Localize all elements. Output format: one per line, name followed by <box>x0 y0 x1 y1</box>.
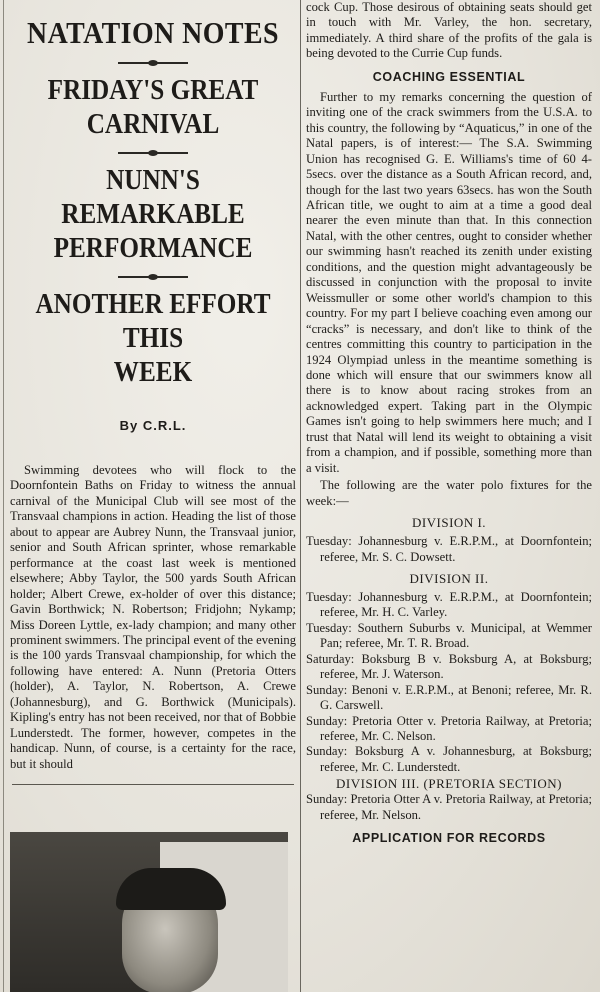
fixture-item: Tuesday: Johannesburg v. E.R.P.M., at Doornfontein; referee, Mr. H. C. Varley. <box>306 589 592 620</box>
division-2-heading: DIVISION II. <box>409 570 489 586</box>
fixture-item: Sunday: Pretoria Otter A v. Pretoria Railway, at Pretoria; referee, Mr. Nelson. <box>306 792 592 822</box>
coaching-paragraph: Further to my remarks concerning the question of inviting one of the crack swimmers from the U.S.A. to this country, the following by “Aquaticus,” in one of the Natal papers, is of interest:— The S.A. Swimming Union has recognised G. E. Williams's time of 60 4-5secs. over the distance as a South African record, and, though for the last two years 63secs. has won the South African title, we ought to aim at a time a good deal nearer the even minute than that. In this connection Natal, with the other centres, ought to consider whether our swimming hasn't reached its zenith under existing conditions, and the question might advantageously be discussed in conjunction with the proposal to invite Weissmuller or some other world's champion to this country. For my part I believe coaching even among our “cracks” is necessary, and don't like to think of the centres committing this country to participation in the 1924 Olympiad unless in the meantime something is done which will ensure that our swimmers know all there is to know about racing strokes from an acknowledged expert. Taking part in the Olympic Games isn't going to help swimmers here much; and I trust that Natal will lend its weight to obtaining a visit from a champion, and if possible, something more than a visit. <box>306 89 592 475</box>
headline-3-line-1: ANOTHER EFFORT THIS <box>35 289 271 354</box>
fixtures-intro: The following are the water polo fixtures for the week:— <box>306 478 592 508</box>
fixture-item: Sunday: Benoni v. E.R.P.M., at Benoni; referee, Mr. R. G. Carswell. <box>306 682 592 713</box>
intro-paragraph: cock Cup. Those desirous of obtaining seats should get in touch with Mr. Varley, the hon. secretary, immediately. A third share of the profits of the gala is being devoted to the Currie Cup funds. <box>306 0 592 61</box>
fixture-item: Tuesday: Southern Suburbs v. Municipal, at Wemmer Pan; referee, Mr. T. R. Broad. <box>306 620 592 651</box>
right-column <box>304 0 594 992</box>
fixture-item: Tuesday: Johannesburg v. E.R.P.M., at Doornfontein; referee, Mr. S. C. Dowsett. <box>306 534 592 564</box>
column-rule <box>300 0 301 992</box>
headline-divider-1 <box>118 152 188 154</box>
fixture-item: Sunday: Boksburg A v. Johannesburg, at Boksburg; referee, Mr. C. Lunderstedt. <box>306 744 592 774</box>
photo-hair <box>116 868 226 910</box>
headline-divider-2 <box>118 276 188 278</box>
column-separator <box>12 784 294 785</box>
coaching-heading: COACHING ESSENTIAL <box>372 69 526 84</box>
division-1-heading: DIVISION I. <box>411 515 487 531</box>
headline-1-line-2: CARNIVAL <box>86 109 220 140</box>
portrait-photo <box>10 832 288 992</box>
headline-3-line-2: WEEK <box>113 357 193 388</box>
byline: By C.R.L. <box>119 418 187 433</box>
column-title: NATATION NOTES <box>26 15 280 50</box>
article-paragraph: Swimming devotees who will flock to the Doornfontein Baths on Friday to witness the annual carnival of the Municipal Club will see most of the Transvaal champions in action. Heading the list of those about to appear are Aubrey Nunn, the Transvaal junior, senior and South African sprinter, whose remarkable performance at the coast last week is mentioned elsewhere; Abby Taylor, the 500 yards South African holder; Albert Crewe, ex-holder of over this distance; Gavin Borthwick; N. Robertson; Fridjohn; Nykamp; Miss Doreen Lyttle, ex-lady champion; and many other prominent swimmers. The principal event of the evening is the 100 yards Transvaal championship, for which the following have entered: A. Nunn (Pretoria Otters (holder), A. Taylor, N. Robertson, A. Crewe (Johannesburg), and G. Borthwick (Municipals). Kipling's entry has not been received, nor that of Bobbie Lunderstedt. The former, however, competes in the handicap. Nunn, of course, is a certainty for the race, but it should <box>10 463 296 771</box>
headline-1-line-1: FRIDAY'S GREAT <box>47 75 259 106</box>
fixture-item: Saturday: Boksburg B v. Boksburg A, at Boksburg; referee, Mr. J. Waterson. <box>306 651 592 682</box>
fixture-item: Sunday: Pretoria Otter v. Pretoria Railway, at Pretoria; referee, Mr. C. Nelson. <box>306 713 592 744</box>
division-3-heading: DIVISION III. (PRETORIA SECTION) <box>336 776 562 792</box>
page-edge-rule <box>3 0 4 992</box>
title-divider <box>118 62 188 64</box>
records-heading: APPLICATION FOR RECORDS <box>352 831 546 846</box>
headline-2-line-2: PERFORMANCE <box>53 233 253 264</box>
headline-2-line-1: NUNN'S REMARKABLE <box>61 165 245 230</box>
